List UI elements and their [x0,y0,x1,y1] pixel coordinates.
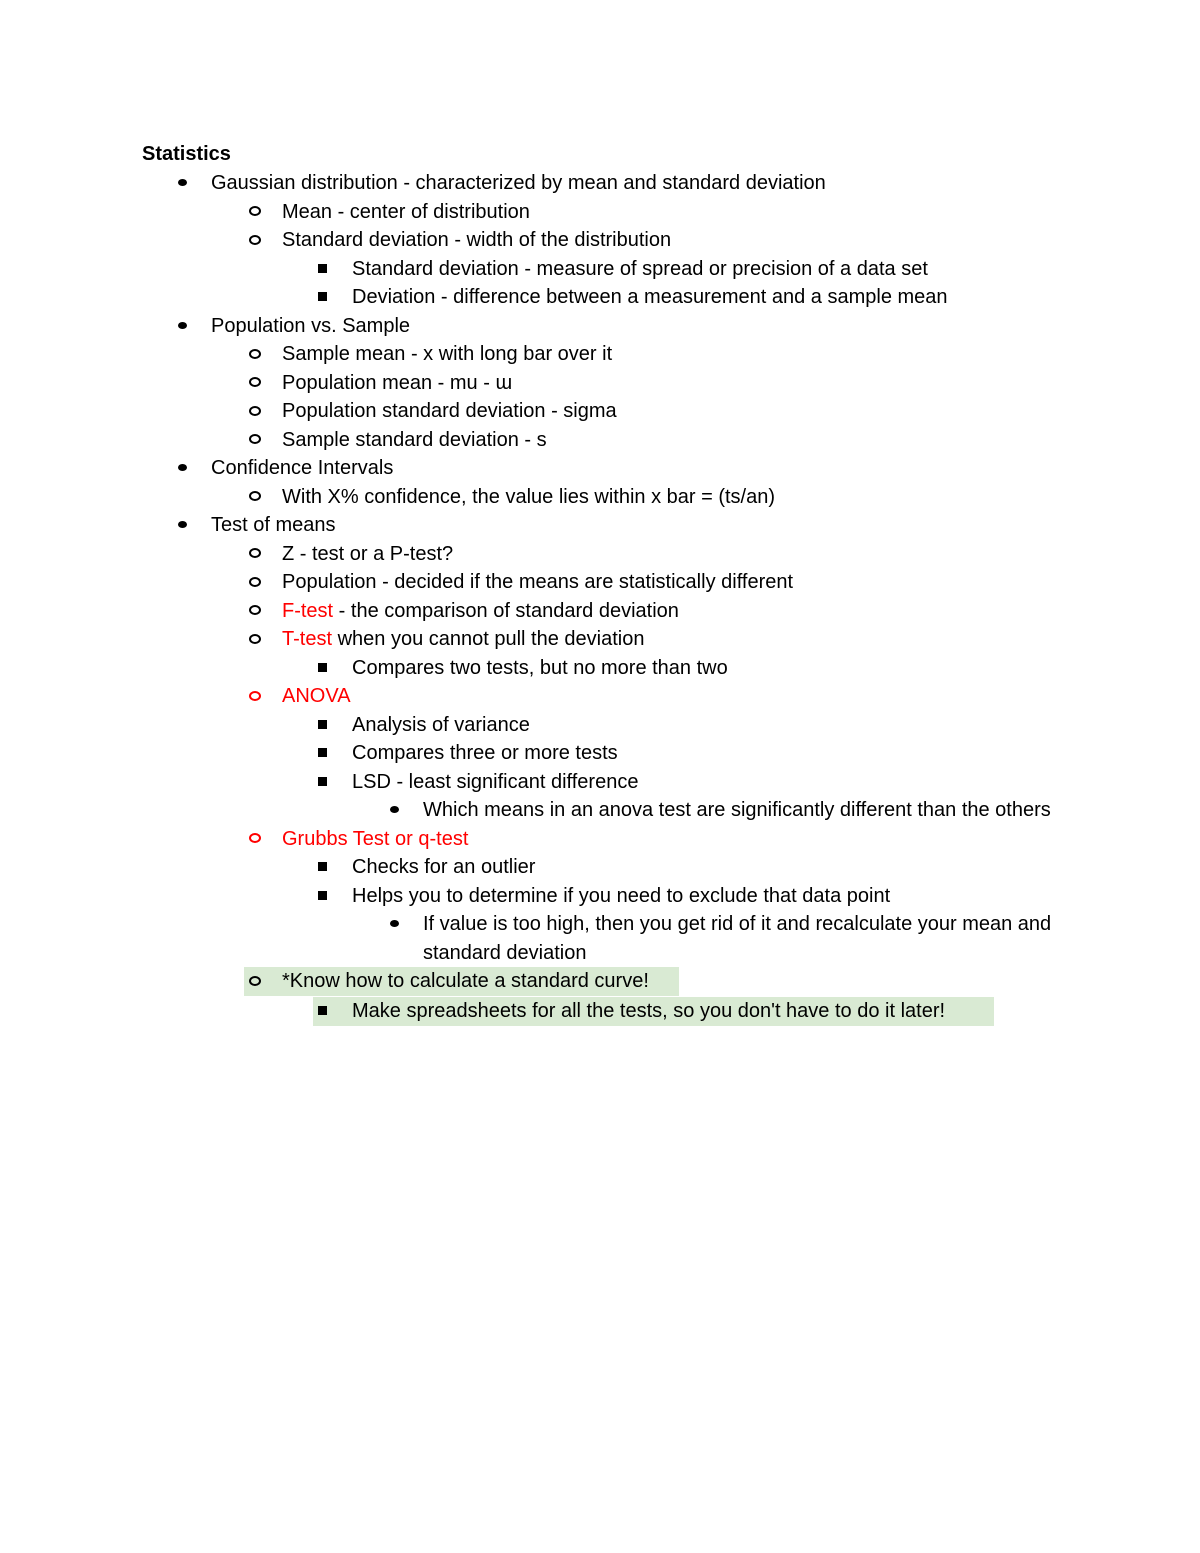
circle-bullet-icon [249,625,261,654]
circle-bullet-icon [249,682,261,711]
list-item-t-test: T-test when you cannot pull the deviation [0,625,1200,654]
list-item-analysis-of-variance: Analysis of variance [0,711,1200,740]
square-bullet-icon [318,853,327,882]
list-item-which-means: Which means in an anova test are significantly different than the others [0,796,1200,825]
circle-bullet-icon [249,198,261,227]
circle-bullet-icon [249,825,261,854]
disc-bullet-icon [390,796,399,825]
square-bullet-icon [318,654,327,683]
list-item-f-test: F-test - the comparison of standard deviation [0,597,1200,626]
list-item-population-vs-sample: Population vs. Sample [0,312,1200,341]
circle-bullet-icon [249,967,261,996]
square-bullet-icon [318,283,327,312]
square-bullet-icon [318,739,327,768]
list-item-sample-mean: Sample mean - x with long bar over it [0,340,1200,369]
list-item-outlier: Checks for an outlier [0,853,1200,882]
list-item-std-dev-spread: Standard deviation - measure of spread or precision of a data set [0,255,1200,284]
list-item-compares-two: Compares two tests, but no more than two [0,654,1200,683]
square-bullet-icon [318,768,327,797]
document-title: Statistics [142,143,231,165]
circle-bullet-icon [249,397,261,426]
square-bullet-icon [318,255,327,284]
circle-bullet-icon [249,369,261,398]
list-item-std-dev: Standard deviation - width of the distribution [0,226,1200,255]
t-test-label: T-test [282,628,333,650]
disc-bullet-icon [178,454,187,483]
list-item-compares-three: Compares three or more tests [0,739,1200,768]
list-item-spreadsheets: Make spreadsheets for all the tests, so you don't have to do it later! [0,997,1200,1026]
list-item-population-mean: Population mean - mu - ɯ [0,369,1200,398]
list-item-standard-curve: *Know how to calculate a standard curve! [0,967,1200,997]
list-item-mean: Mean - center of distribution [0,198,1200,227]
list-item-grubbs-test: Grubbs Test or q-test [0,825,1200,854]
disc-bullet-icon [178,169,187,198]
list-item-exclude-point: Helps you to determine if you need to exclude that data point [0,882,1200,911]
disc-bullet-icon [178,511,187,540]
list-item-gaussian: Gaussian distribution - characterized by mean and standard deviation [0,169,1200,198]
list-item-confidence-intervals: Confidence Intervals [0,454,1200,483]
square-bullet-icon [318,711,327,740]
square-bullet-icon [318,882,327,911]
list-item-deviation: Deviation - difference between a measurement and a sample mean [0,283,1200,312]
circle-bullet-icon [249,597,261,626]
circle-bullet-icon [249,568,261,597]
list-item-population-sd: Population standard deviation - sigma [0,397,1200,426]
f-test-label: F-test [282,599,334,622]
circle-bullet-icon [249,483,261,512]
circle-bullet-icon [249,226,261,255]
list-item-confidence-value: With X% confidence, the value lies within x bar = (ts/an) [0,483,1200,512]
list-item-sample-sd: Sample standard deviation - s [0,426,1200,455]
list-item-z-test: Z - test or a P-test? [0,540,1200,569]
square-bullet-icon [318,997,327,1026]
disc-bullet-icon [178,312,187,341]
circle-bullet-icon [249,540,261,569]
circle-bullet-icon [249,426,261,455]
disc-bullet-icon [390,910,399,939]
notes-list [0,169,1200,1026]
list-item-anova: ANOVA [0,682,1200,711]
list-item-population-decided: Population - decided if the means are statistically different [0,568,1200,597]
circle-bullet-icon [249,340,261,369]
list-item-test-of-means: Test of means [0,511,1200,540]
list-item-lsd: LSD - least significant difference [0,768,1200,797]
list-item-value-too-high: If value is too high, then you get rid of it and recalculate your mean and standard deviation [0,910,1200,967]
